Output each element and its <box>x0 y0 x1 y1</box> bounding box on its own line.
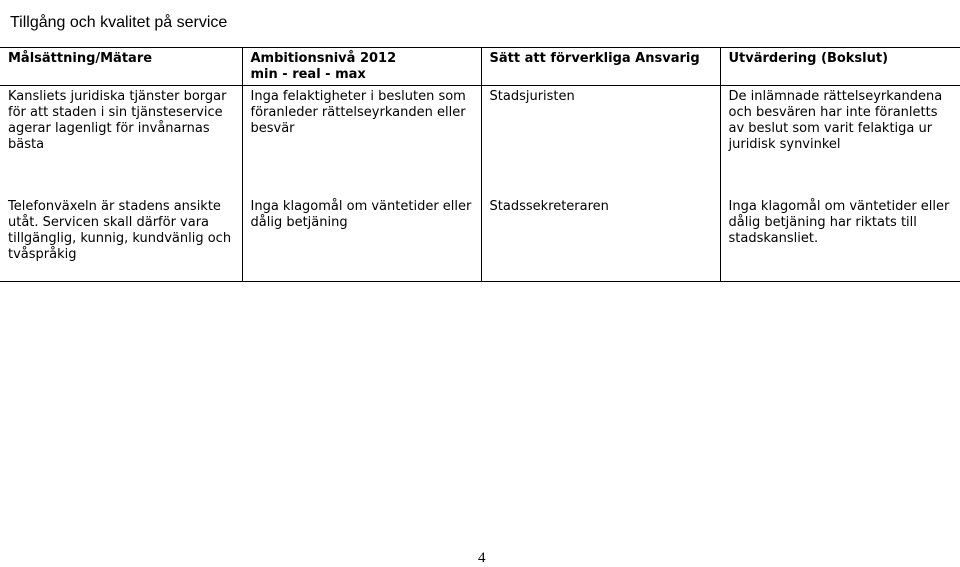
table-cell: Kansliets juridiska tjänster borgar för att staden i sin tjänsteservice agerar lagenligt för invånarnas bästa <box>8 89 227 152</box>
header-goal-metric <box>0 48 242 86</box>
page-number: 4 <box>478 550 486 566</box>
header-label: Ambitionsnivå 2012 <box>250 51 397 66</box>
header-label: Sätt att förverkliga Ansvarig <box>489 51 700 66</box>
table-header-row <box>0 48 960 86</box>
header-sublabel: min - real - max <box>250 67 366 82</box>
header-method-responsible <box>481 48 720 86</box>
header-evaluation <box>720 48 960 86</box>
table-cell: Telefonväxeln är stadens ansikte utåt. Servicen skall därför vara tillgänglig, kunnig, kundvänlig och tvåspråkig <box>0 196 242 282</box>
table-cell: Inga klagomål om väntetider eller dålig betjäning <box>242 196 481 282</box>
table-cell: De inlämnade rättelseyrkandena och besvären har inte föranletts av beslut som varit felaktiga ur juridisk synvinkel <box>720 86 960 197</box>
table-cell: Inga klagomål om väntetider eller dålig betjäning har riktats till stadskansliet. <box>720 196 960 282</box>
table-cell: Stadssekreteraren <box>481 196 720 282</box>
header-ambition-level <box>242 48 481 86</box>
table-row <box>0 86 960 197</box>
table-cell: Inga felaktigheter i besluten som föranleder rättelseyrkanden eller besvär <box>242 86 481 197</box>
table-row <box>0 196 960 282</box>
header-label: Målsättning/Mätare <box>8 51 153 66</box>
goals-table <box>0 47 960 282</box>
header-label: Utvärdering (Bokslut) <box>728 51 889 66</box>
table-cell: Stadsjuristen <box>481 86 720 197</box>
page-title: Tillgång och kvalitet på service <box>10 14 228 31</box>
